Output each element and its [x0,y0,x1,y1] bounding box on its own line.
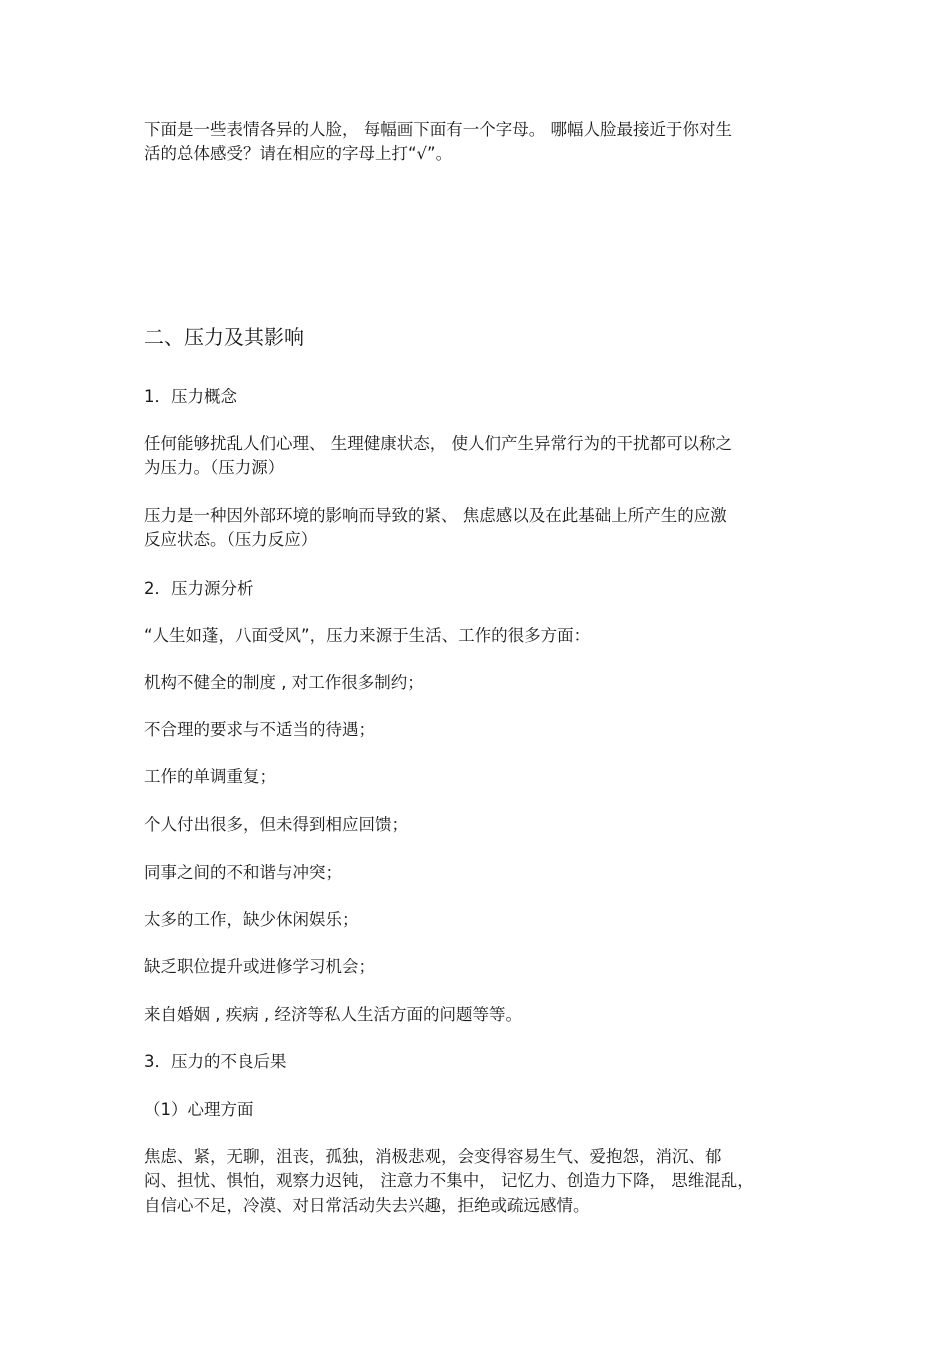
source-item: 缺乏职位提升或进修学习机会； [144,957,375,976]
psychological-line-1: 焦虑、紧，无聊，沮丧，孤独，消极悲观，会变得容易生气、爱抱怨，消沉、郁 [144,1147,722,1166]
source-item: 来自婚姻 , 疾病 , 经济等私人生活方面的问题等等。 [144,1005,522,1024]
source-item: 同事之间的不和谐与冲突； [144,863,342,882]
concept-para-1-line-1: 任何能够扰乱人们心理、 生理健康状态， 使人们产生异常行为的干扰都可以称之 [144,434,732,453]
psychological-line-2: 闷、担忧、惧怕，观察力迟钝， 注意力不集中， 记忆力、创造力下降， 思维混乱， [144,1171,754,1190]
source-item: 个人付出很多，但未得到相应回馈； [144,815,408,834]
concept-para-2-line-1: 压力是一种因外部环境的影响而导致的紧、 焦虑感以及在此基础上所产生的应激 [144,506,727,525]
source-item: 机构不健全的制度 , 对工作很多制约； [144,673,424,692]
intro-line-1: 下面是一些表情各异的人脸， 每幅画下面有一个字母。 哪幅人脸最接近于你对生 [144,120,732,139]
subsection-2-title: 2．压力源分析 [144,579,254,598]
sources-lead: “人生如蓬，八面受风”，压力来源于生活、工作的很多方面： [144,626,591,645]
subsection-1-title: 1．压力概念 [144,387,237,406]
source-item: 太多的工作，缺少休闲娱乐； [144,910,359,929]
psychological-line-3: 自信心不足，冷漠、对日常活动失去兴趣，拒绝或疏远感情。 [144,1196,590,1215]
subsection-3-title: 3．压力的不良后果 [144,1052,287,1071]
concept-para-2-line-2: 反应状态。（压力反应） [144,530,318,549]
psychological-title: （1）心理方面 [144,1100,254,1119]
source-item: 不合理的要求与不适当的待遇； [144,720,375,739]
concept-para-1-line-2: 为压力。（压力源） [144,458,285,477]
intro-line-2: 活的总体感受？请在相应的字母上打“√”。 [144,144,453,163]
source-item: 工作的单调重复； [144,767,276,786]
section-title: 二、压力及其影响 [144,325,304,349]
